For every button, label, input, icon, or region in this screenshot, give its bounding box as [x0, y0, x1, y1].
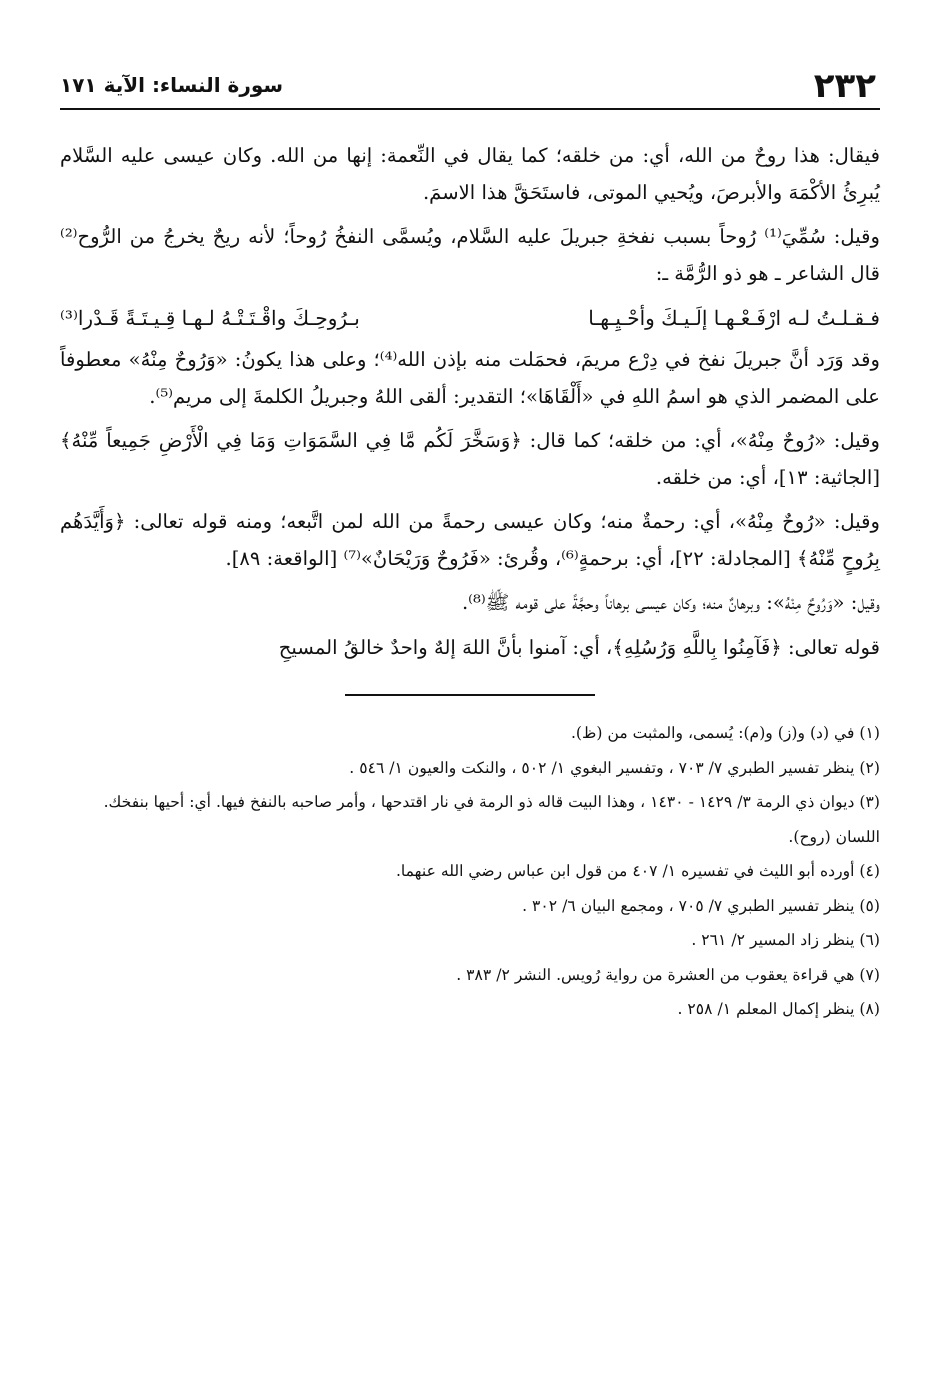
- footnote: (٦) ينظر زاد المسير ٢/ ٢٦١ .: [691, 931, 880, 949]
- verse-first-hemistich: فـقـلـتُ لـه ارْفَـعْـهـا إلَـيـكَ وأحْـيِـهـا: [588, 306, 880, 330]
- footnote: (٤) أورده أبو الليث في تفسيره ١/ ٤٠٧ من قول ابن عباس رضي الله عنهما.: [395, 862, 880, 880]
- footnote-separator: [345, 694, 595, 696]
- paragraph: فيقال: هذا روحٌ من الله، أي: من خلقه؛ كما يقال في النِّعمة: إنها من الله. وكان عيسى عليه السَّلام يُبرِئُ الأكْمَهَ والأبرصَ، ويُحيي الموتى، فاستَحَقَّ هذا الاسمَ.: [60, 144, 880, 204]
- footnote: (٧) هي قراءة يعقوب من العشرة من رواية رُويس. النشر ٢/ ٣٨٣ .: [456, 965, 880, 984]
- page-number: ٢٣٢: [813, 66, 876, 106]
- footnotes: [60, 716, 880, 1027]
- paragraph: وقد وَرَد أنَّ جبريلَ نفخ في دِرْع مريمَ، فحمَلت منه بإذن الله⁽⁴⁾؛ وعلى هذا يكونُ: «وَرُوحٌ مِنْهُ» معطوفاً على المضمر الذي هو اسمُ اللهِ في «أَلْقَاهَا»؛ التقدير: ألقى اللهُ وجبريلُ الكلمةَ إلى مريم⁽⁵⁾.: [60, 348, 880, 408]
- poetry-verse: [60, 300, 880, 336]
- book-page: [60, 60, 880, 1350]
- paragraph: وقيل: «وَرُوحٌ مِنْهُ»: وبرهانٌ منه؛ وكان عيسى برهاناً وحجَّةً على قومه ﷺ⁽⁸⁾.: [461, 591, 880, 614]
- footnote: (٥) ينظر تفسير الطبري ٧/ ٧٠٥ ، ومجمع البيان ٦/ ٣٠٢ .: [522, 896, 880, 915]
- verse-second-hemistich: بـرُوحِـكَ واقْـتَـتْـهُ لـهـا قِـيـتَـةً قَـدْرا⁽³⁾: [60, 306, 360, 330]
- page-header: [60, 60, 880, 110]
- footnote: (٣) ديوان ذي الرمة ٣/ ١٤٢٩ - ١٤٣٠ ، وهذا البيت قاله ذو الرمة في نار اقتدحها ، وأمر صاحبه بالنفخ فيها. أي: أحيها بنفخك. اللسان (روح).: [103, 793, 880, 846]
- main-text: [60, 138, 880, 666]
- footnote: (٨) ينظر إكمال المعلم ١/ ٢٥٨ .: [677, 1000, 880, 1018]
- footnote: (٢) ينظر تفسير الطبري ٧/ ٧٠٣ ، وتفسير البغوي ١/ ٥٠٢ ، والنكت والعيون ١/ ٥٤٦ .: [349, 758, 880, 777]
- paragraph: وقيل: «رُوحٌ مِنْهُ»، أي: من خلقه؛ كما قال: ﴿وَسَخَّرَ لَكُم مَّا فِي السَّمَوَاتِ وَمَا فِي الْأَرْضِ جَمِيعاً مِّنْهُ﴾ [الجاثية: ١٣]، أي: من خلقه.: [60, 429, 880, 489]
- paragraph: وقيل: سُمِّيَ⁽¹⁾ رُوحاً بسبب نفخةِ جبريلَ عليه السَّلام، ويُسمَّى النفخُ رُوحاً؛ لأنه ريحٌ يخرجُ من الرُّوح⁽²⁾ قال الشاعر ـ هو ذو الرُّمَّة ـ:: [60, 225, 880, 285]
- paragraph: قوله تعالى: ﴿فَآمِنُوا بِاللَّهِ وَرُسُلِهِ﴾، أي: آمنوا بأنَّ اللهَ إلهٌ واحدٌ خالقُ المسيحِ: [278, 635, 880, 659]
- running-title: سورة النساء: الآية ١٧١: [60, 73, 284, 97]
- footnote-separator-wrap: [60, 674, 880, 716]
- paragraph: وقيل: «رُوحٌ مِنْهُ»، أي: رحمةٌ منه؛ وكان عيسى رحمةً من الله لمن اتَّبعه؛ ومنه قوله تعالى: ﴿وَأَيَّدَهُم بِرُوحٍ مِّنْهُ﴾ [المجادلة: ٢٢]، أي: برحمةٍ⁽⁶⁾، وقُرئ: «فَرُوحٌ وَرَيْحَانٌ»⁽⁷⁾ [الواقعة: ٨٩].: [60, 510, 880, 570]
- footnote: (١) في (د) و(ز) و(م): يُسمى، والمثبت من (ظ).: [570, 724, 880, 742]
